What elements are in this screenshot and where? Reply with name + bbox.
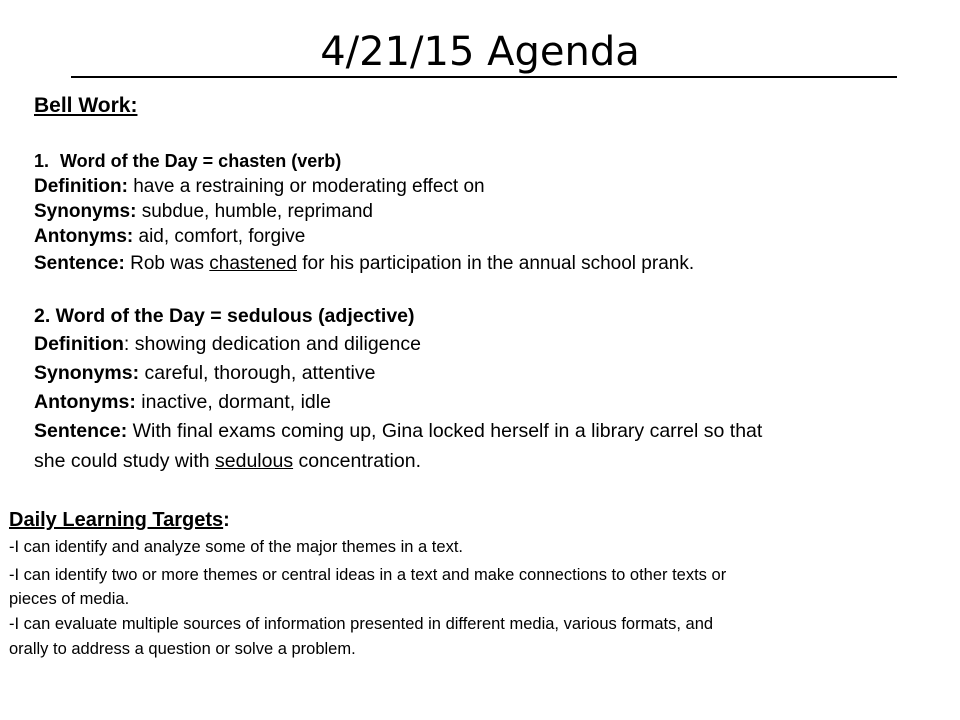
learning-targets-heading	[9, 508, 230, 532]
word1-sentence-label: Sentence:	[34, 253, 125, 274]
word1-antonyms-text: aid, comfort, forgive	[133, 226, 306, 247]
word2-definition-label: Definition	[34, 333, 124, 355]
word2-sentence-after: concentration.	[293, 450, 421, 472]
bell-work-heading: Bell Work:	[34, 94, 138, 117]
learning-target-line: -I can identify two or more themes or central ideas in a text and make connections to other texts or	[9, 566, 727, 584]
word1-antonyms	[34, 226, 305, 248]
word1-sentence	[34, 253, 694, 275]
word1-sentence-before: Rob was	[124, 253, 210, 274]
word2-antonyms	[34, 391, 331, 413]
word1-antonyms-label: Antonyms:	[34, 226, 134, 247]
word1-sentence-after: for his participation in the annual school prank.	[296, 253, 695, 274]
word1-definition-label: Definition:	[34, 176, 128, 197]
learning-target-line: pieces of media.	[9, 590, 130, 608]
word1-synonyms-label: Synonyms:	[34, 201, 137, 222]
learning-target-line: -I can identify and analyze some of the major themes in a text.	[9, 538, 463, 556]
word2-sentence-line2	[34, 450, 421, 472]
word1-sentence-word: chastened	[209, 253, 297, 274]
learning-targets-heading-colon: :	[223, 509, 230, 531]
word2-sentence-label: Sentence:	[34, 420, 128, 442]
title-underline-rule	[71, 76, 897, 78]
word1-number: 1.	[34, 151, 50, 171]
word2-synonyms-text: careful, thorough, attentive	[139, 362, 376, 384]
word2-definition	[34, 333, 421, 355]
word1-definition-text: have a restraining or moderating effect on	[127, 176, 485, 197]
learning-targets-heading-text: Daily Learning Targets	[9, 509, 224, 531]
word1-heading	[34, 150, 341, 172]
word2-heading: 2. Word of the Day = sedulous (adjective)	[34, 305, 415, 327]
word2-sentence-line1	[34, 420, 762, 442]
word2-sentence-before: she could study with	[34, 450, 216, 472]
page-title: 4/21/15 Agenda	[320, 29, 640, 75]
learning-target-line: orally to address a question or solve a problem.	[9, 640, 356, 658]
word1-synonyms-text: subdue, humble, reprimand	[136, 201, 374, 222]
word2-synonyms-label: Synonyms:	[34, 362, 140, 384]
word2-antonyms-text: inactive, dormant, idle	[135, 391, 331, 413]
word2-sentence-word: sedulous	[215, 450, 294, 472]
word1-heading-text: Word of the Day = chasten (verb)	[60, 151, 342, 171]
word1-definition	[34, 176, 485, 198]
word2-synonyms	[34, 362, 375, 384]
word2-antonyms-label: Antonyms:	[34, 391, 136, 413]
word2-definition-text: : showing dedication and diligence	[123, 333, 421, 355]
word1-synonyms	[34, 201, 373, 223]
word2-sentence-text-line1: With final exams coming up, Gina locked herself in a library carrel so that	[127, 420, 763, 442]
learning-target-line: -I can evaluate multiple sources of information presented in different media, various formats, and	[9, 615, 714, 633]
